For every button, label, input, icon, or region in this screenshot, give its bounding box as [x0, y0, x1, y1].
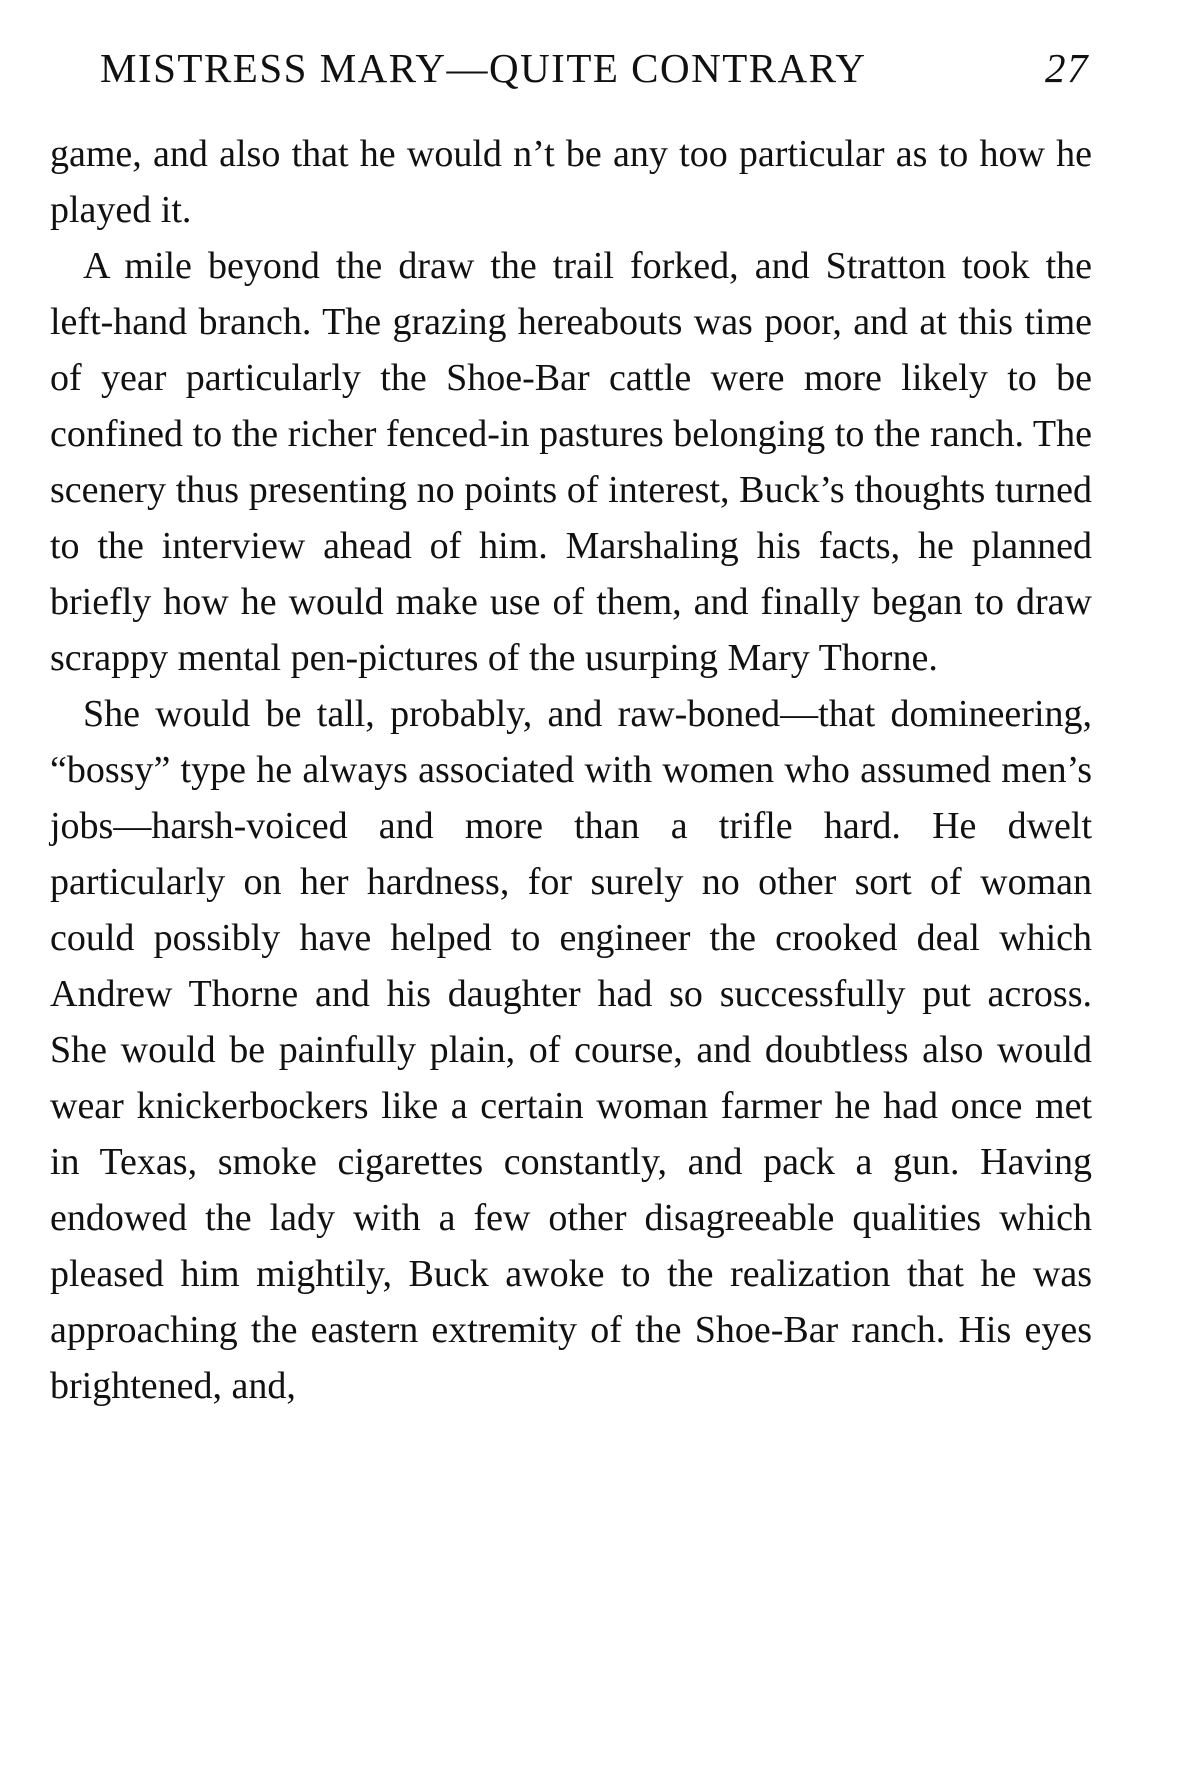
paragraph-mary-thorne: She would be tall, probably, and raw-boned—that domineering, “bossy” type he always associated with women who assumed men’s jobs—harsh-voiced and more than a trifle hard. He dwelt particularly on her hardness, for surely no other sort of woman could possibly have helped to engineer the crooked deal which Andrew Thorne and his daughter had so successfully put across. She would be painfully plain, of course, and doubtless also would wear knickerbockers like a certain woman farmer he had once met in Texas, smoke cigarettes constantly, and pack a gun. Having endowed the lady with a few other disagreeable qualities which pleased him mightily, Buck awoke to the realization that he was approaching the eastern extremity of the Shoe-Bar ranch. His eyes brightened, and, [50, 693, 1092, 1407]
body-text [50, 126, 1092, 1414]
paragraph-trail-forked: A mile beyond the draw the trail forked, and Stratton took the left-hand branch. The grazing hereabouts was poor, and at this time of year particularly the Shoe-Bar cattle were more likely to be confined to the richer fenced-in pastures belonging to the ranch. The scenery thus presenting no points of interest, Buck’s thoughts turned to the interview ahead of him. Marshaling his facts, he planned briefly how he would make use of them, and finally began to draw scrappy mental pen-pictures of the usurping Mary Thorne. [50, 245, 1092, 679]
running-head [100, 38, 1100, 98]
paragraph-continuation: game, and also that he would n’t be any too particular as to how he played it. [50, 133, 1092, 231]
page-number: 27 [1045, 45, 1089, 91]
running-head-title: MISTRESS MARY—QUITE CONTRARY [100, 45, 867, 91]
